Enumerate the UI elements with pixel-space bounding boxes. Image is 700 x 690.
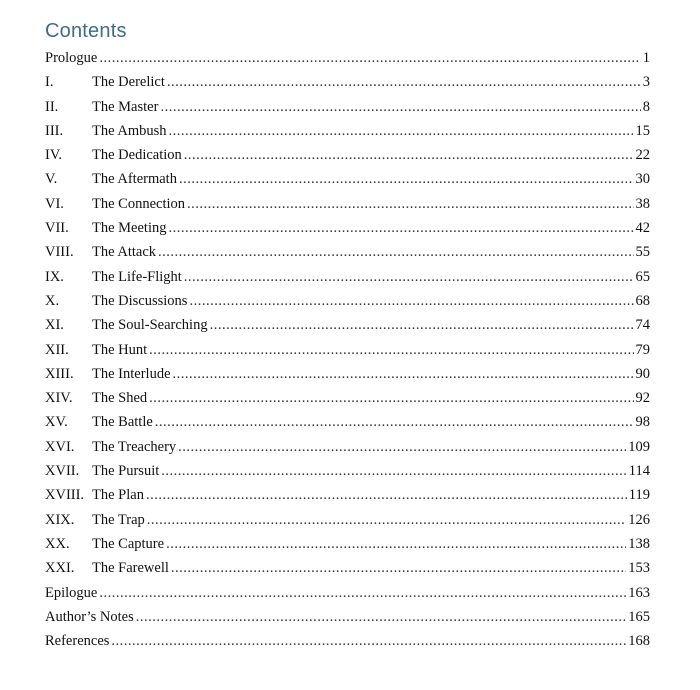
toc-heading: Contents [45,20,127,42]
dot-leader [149,386,633,410]
dot-leader [155,410,634,434]
page-number: 79 [635,341,650,358]
entry-title: References [45,633,110,650]
entry-title: The Life-Flight [92,268,182,285]
entry-title: Prologue [45,50,98,66]
entry-title: Author’s Notes [45,608,134,625]
chapter-number: XX. [45,535,70,552]
page-number: 92 [635,390,650,407]
page-number: 153 [628,560,650,577]
entry-title: The Plan [92,487,144,504]
toc-entry[interactable] [45,362,650,386]
dot-leader [189,289,633,313]
dot-leader [171,556,626,580]
entry-title: The Meeting [92,220,167,237]
page-number: 90 [635,365,650,382]
dot-leader [111,629,626,653]
toc-entry[interactable] [45,386,650,410]
chapter-number: VI. [45,195,64,212]
entry-title: The Master [92,98,159,115]
toc-entry[interactable] [45,192,650,216]
toc-entry[interactable] [45,629,650,653]
dot-leader [184,265,634,289]
page-number: 163 [628,584,650,601]
chapter-number: VII. [45,220,69,237]
chapter-number: IX. [45,268,64,285]
toc-entry[interactable] [45,483,650,507]
entry-title: The Trap [92,511,145,528]
chapter-number: V. [45,171,58,188]
toc-entry[interactable] [45,556,650,580]
chapter-number: XIX. [45,511,75,528]
toc-entry[interactable] [45,338,650,362]
toc-entry[interactable] [45,95,650,119]
dot-leader [173,362,634,386]
entry-title: Epilogue [45,584,98,601]
page-number: 68 [635,292,650,309]
page-number: 8 [642,98,650,115]
chapter-number: XVI. [45,438,75,455]
dot-leader [184,143,634,167]
toc-entry[interactable] [45,435,650,459]
dot-leader [178,435,626,459]
page-number: 98 [635,414,650,431]
page-number: 126 [628,511,650,528]
dot-leader [167,70,641,94]
toc-list [45,46,650,653]
dot-leader [210,313,634,337]
dot-leader [166,532,626,556]
chapter-number: I. [45,74,54,91]
dot-leader [161,459,627,483]
page-number: 1 [642,50,650,66]
page-number: 55 [635,244,650,261]
chapter-number: XVIII. [45,487,85,504]
dot-leader [169,119,634,143]
entry-title: The Battle [92,414,153,431]
page-number: 30 [635,171,650,188]
dot-leader [149,338,633,362]
entry-title: The Treachery [92,438,177,455]
chapter-number: XII. [45,341,69,358]
toc-entry[interactable] [45,167,650,191]
entry-title: The Soul-Searching [92,317,208,334]
page-number: 109 [628,438,650,455]
toc-entry[interactable] [45,70,650,94]
chapter-number: XVII. [45,463,80,480]
page-number: 65 [635,268,650,285]
page-number: 22 [635,147,650,164]
toc-entry[interactable] [45,581,650,605]
chapter-number: II. [45,98,59,115]
page-number: 165 [628,608,650,625]
toc-entry[interactable] [45,240,650,264]
entry-title: The Shed [92,390,148,407]
page-number: 74 [635,317,650,334]
toc-entry[interactable] [45,532,650,556]
toc-entry[interactable] [45,119,650,143]
chapter-number: XIII. [45,365,74,382]
dot-leader [99,46,640,70]
dot-leader [147,508,626,532]
entry-title: The Connection [92,195,186,212]
dot-leader [146,483,627,507]
entry-title: The Derelict [92,74,165,91]
toc-entry[interactable] [45,216,650,240]
entry-title: The Hunt [92,341,148,358]
chapter-number: III. [45,122,64,139]
dot-leader [160,95,640,119]
toc-entry[interactable] [45,508,650,532]
toc-entry[interactable] [45,289,650,313]
page-number: 119 [628,487,650,504]
page-number: 38 [635,195,650,212]
page-number: 168 [628,633,650,650]
entry-title: The Aftermath [92,171,177,188]
page-number: 114 [628,463,650,480]
dot-leader [169,216,634,240]
dot-leader [99,581,626,605]
page-number: 3 [642,74,650,91]
toc-entry[interactable] [45,46,650,70]
dot-leader [179,167,634,191]
chapter-number: XV. [45,414,68,431]
entry-title: The Dedication [92,147,182,164]
page-number: 138 [628,535,650,552]
entry-title: The Farewell [92,560,169,577]
entry-title: The Ambush [92,122,167,139]
chapter-number: IV. [45,147,63,164]
toc-entry[interactable] [45,459,650,483]
toc-entry[interactable] [45,313,650,337]
chapter-number: X. [45,292,60,309]
dot-leader [136,605,627,629]
entry-title: The Interlude [92,365,171,382]
toc-entry[interactable] [45,410,650,434]
page-number: 42 [635,220,650,237]
chapter-number: XI. [45,317,64,334]
dot-leader [158,240,633,264]
chapter-number: VIII. [45,244,74,261]
toc-entry[interactable] [45,143,650,167]
toc-entry[interactable] [45,265,650,289]
entry-title: The Pursuit [92,463,160,480]
chapter-number: XIV. [45,390,73,407]
page-number: 15 [635,122,650,139]
dot-leader [187,192,633,216]
entry-title: The Discussions [92,292,188,309]
entry-title: The Capture [92,535,165,552]
entry-title: The Attack [92,244,157,261]
chapter-number: XXI. [45,560,75,577]
toc-entry[interactable] [45,605,650,629]
